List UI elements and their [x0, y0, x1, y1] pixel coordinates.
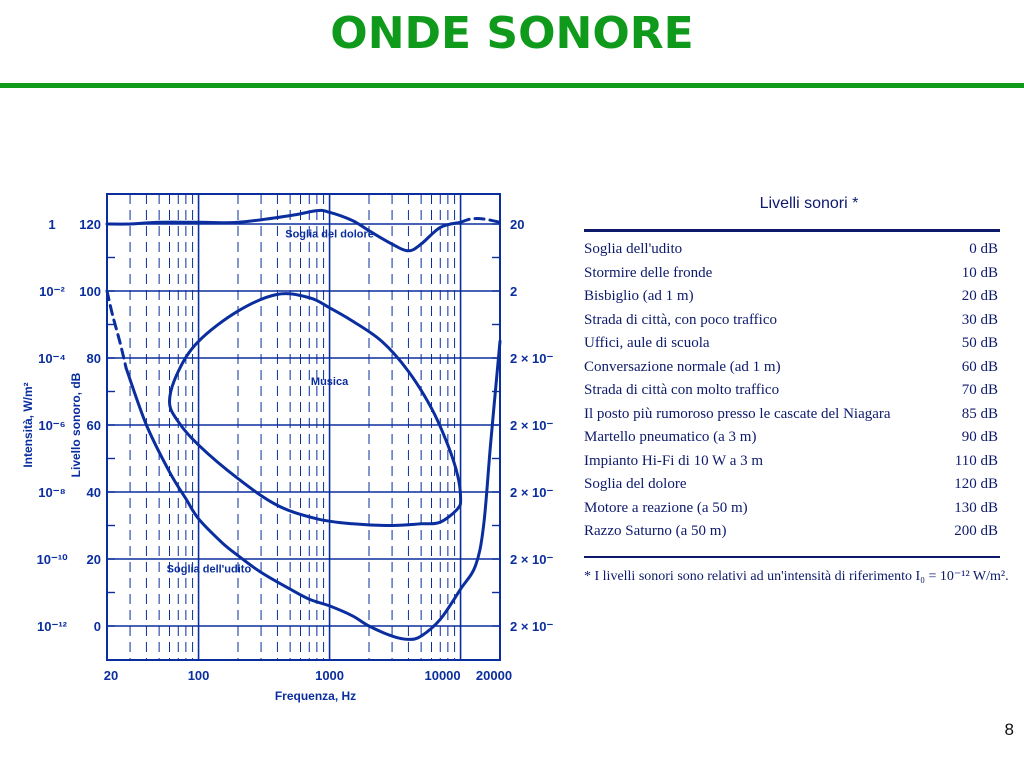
x-tick-label: 20000: [475, 668, 513, 683]
table-row: [584, 285, 998, 309]
y-tick-label: 40: [86, 485, 101, 500]
row-label: Bisbiglio (ad 1 m): [584, 288, 694, 304]
page-title: ONDE SONORE: [330, 8, 694, 59]
table-row: [584, 238, 998, 262]
table-footnote: * I livelli sonori sono relativi ad un'intensità di riferimento I₀ = 10⁻¹² W/m².: [584, 568, 1009, 584]
y-tick-label: 100: [79, 284, 101, 299]
chart-annotation: Soglia del dolore: [285, 228, 374, 241]
pressure-tick-label: 2 × 10⁻: [510, 418, 554, 433]
table-row: [584, 520, 998, 544]
intensity-tick-label: 1: [48, 217, 56, 232]
row-value: 200 dB: [954, 523, 998, 539]
pressure-tick-label: 2: [510, 284, 518, 299]
intensity-tick-label: 10⁻⁶: [38, 418, 66, 433]
sound-levels-table: [584, 195, 1009, 585]
intensity-tick-label: 10⁻²: [39, 284, 65, 299]
table-title: Livelli sonori *: [759, 195, 859, 212]
sound-level-chart: [0, 180, 580, 710]
chart-annotation: Soglia dell'udito: [166, 563, 252, 576]
intensity-tick-label: 10⁻¹²: [37, 619, 67, 634]
row-value: 50 dB: [961, 335, 998, 351]
row-label: Impianto Hi-Fi di 10 W a 3 m: [584, 452, 764, 469]
row-label: Uffici, aule di scuola: [584, 335, 710, 351]
pressure-tick-label: 2 × 10⁻: [510, 351, 554, 366]
row-value: 30 dB: [961, 311, 998, 328]
title-divider: [0, 83, 1024, 88]
table-row: [584, 262, 998, 286]
table-row: [584, 309, 998, 333]
row-label: Il posto più rumoroso presso le cascate del Niagara: [584, 405, 891, 422]
table-row: [584, 379, 998, 403]
table-row: [584, 497, 998, 521]
series-soglia-del-dolore: [107, 210, 461, 250]
y-axis-label-inner: Livello sonoro, dB: [69, 372, 83, 478]
y-tick-label: 0: [93, 619, 101, 634]
row-label: Soglia dell'udito: [584, 241, 683, 257]
x-tick-label: 100: [187, 668, 210, 683]
pressure-tick-label: 2 × 10⁻: [510, 619, 554, 634]
row-label: Strada di città con molto traffico: [584, 382, 780, 398]
y-axis-label-outer: Intensità, W/m²: [21, 382, 35, 468]
table-bottom-rule: [584, 556, 1000, 558]
y-tick-label: 80: [86, 351, 101, 366]
x-axis-label: Frequenza, Hz: [274, 689, 357, 703]
row-label: Strada di città, con poco traffico: [584, 311, 777, 328]
table-row: [584, 426, 998, 450]
row-value: 120 dB: [954, 476, 998, 492]
page-number: 8: [1004, 720, 1014, 739]
table-rows: [584, 238, 1004, 544]
row-label: Martello pneumatico (a 3 m): [584, 429, 757, 445]
row-value: 10 dB: [961, 264, 998, 281]
table-row: [584, 403, 998, 427]
y-tick-label: 60: [86, 418, 101, 433]
row-label: Razzo Saturno (a 50 m): [584, 523, 727, 539]
row-value: 60 dB: [961, 358, 998, 375]
intensity-tick-label: 10⁻¹⁰: [36, 552, 68, 567]
row-label: Motore a reazione (a 50 m): [584, 499, 748, 516]
series-soglia-del-dolore-estensione: [461, 219, 500, 223]
row-value: 0 dB: [969, 241, 998, 257]
intensity-tick-label: 10⁻⁴: [38, 351, 66, 366]
pressure-tick-label: 20: [510, 217, 525, 232]
table-row: [584, 356, 998, 380]
y-tick-label: 120: [79, 217, 101, 232]
table-row: [584, 332, 998, 356]
x-tick-label: 20: [103, 668, 119, 683]
table-top-rule: [584, 229, 1000, 232]
row-label: Stormire delle fronde: [584, 264, 713, 281]
pressure-tick-label: 2 × 10⁻: [510, 552, 554, 567]
row-value: 70 dB: [961, 382, 998, 398]
series-musica: [170, 294, 461, 526]
row-value: 110 dB: [954, 452, 998, 469]
y-tick-label: 20: [86, 552, 101, 567]
table-row: [584, 473, 998, 497]
intensity-tick-label: 10⁻⁸: [38, 485, 66, 500]
row-value: 130 dB: [954, 499, 998, 516]
x-tick-label: 10000: [424, 668, 461, 683]
row-value: 90 dB: [961, 429, 998, 445]
series-soglia-dell-udito-estensione: [107, 291, 126, 368]
row-value: 85 dB: [961, 405, 998, 422]
chart-labels: [21, 217, 554, 703]
x-tick-label: 1000: [315, 668, 345, 683]
row-value: 20 dB: [961, 288, 998, 304]
pressure-tick-label: 2 × 10⁻: [510, 485, 554, 500]
row-label: Conversazione normale (ad 1 m): [584, 358, 781, 375]
row-label: Soglia del dolore: [584, 476, 687, 492]
chart-annotation: Musica: [310, 375, 349, 388]
table-row: [584, 450, 998, 474]
